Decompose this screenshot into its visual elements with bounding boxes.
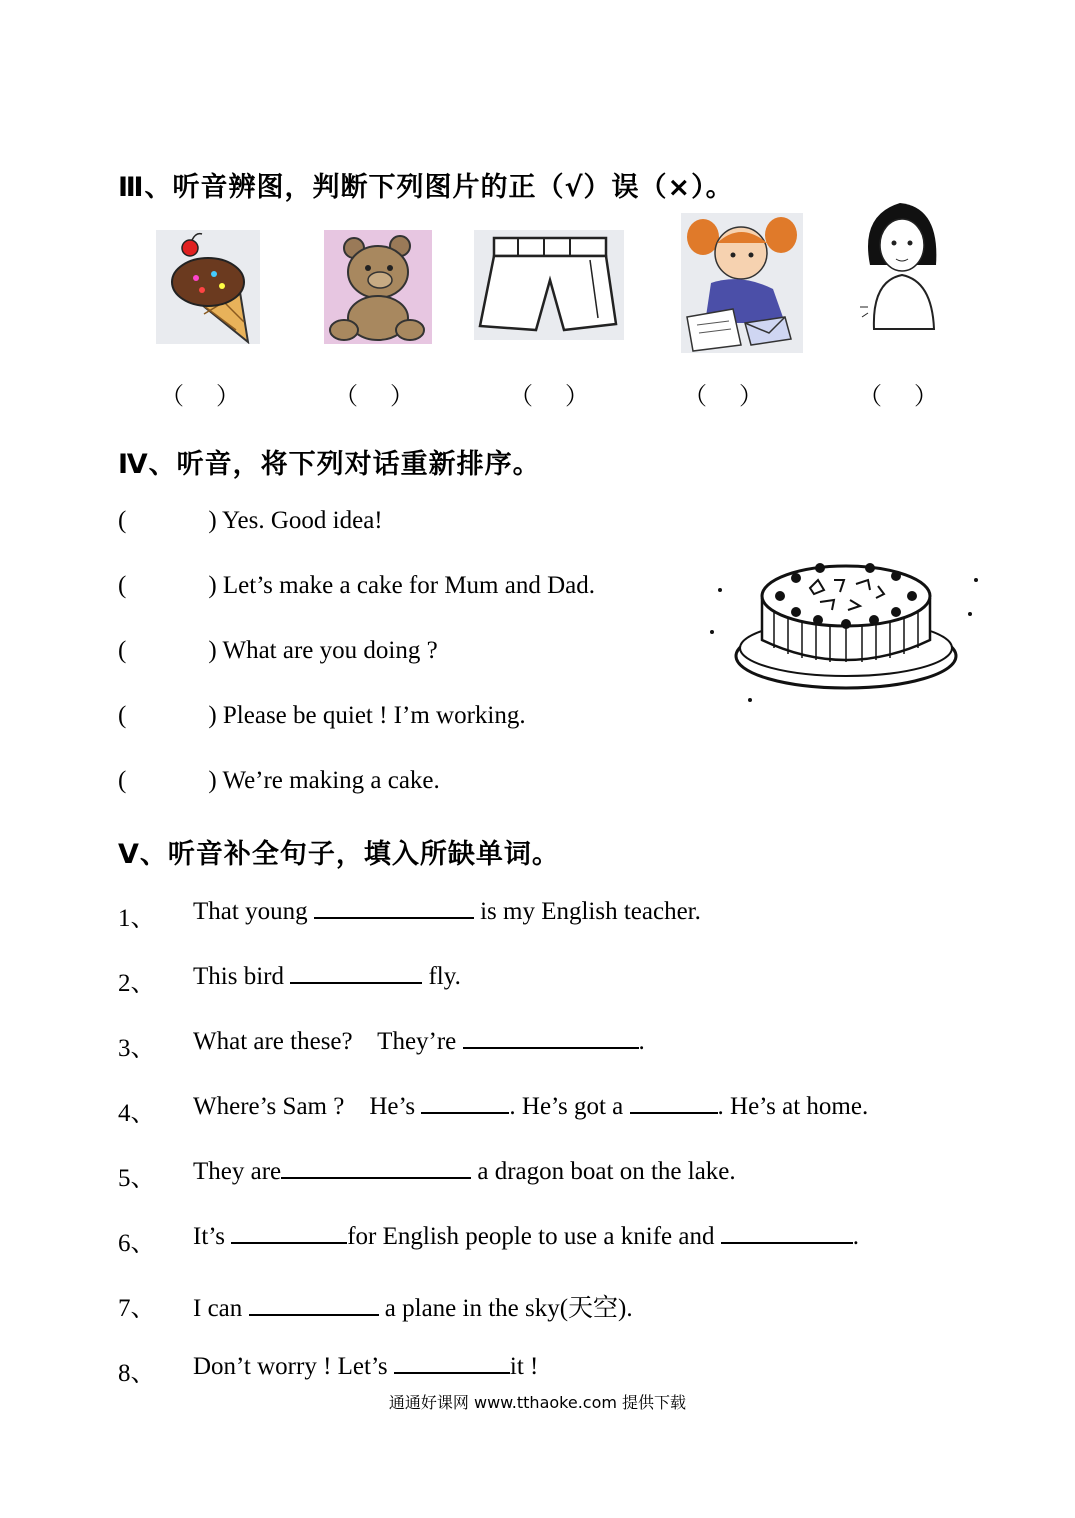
birthday-cake-picture [700, 540, 985, 710]
answer-paren-4[interactable]: （ ） [683, 384, 763, 410]
answer-paren-1[interactable]: （ ） [160, 384, 240, 410]
shorts-picture [474, 230, 624, 340]
section4-heading: Ⅳ、听音，将下列对话重新排序。 [118, 449, 541, 480]
question-number: 2、 [118, 970, 156, 997]
question-number: 8、 [118, 1360, 156, 1387]
section3-heading: Ⅲ、听音辨图，判断下列图片的正（√）误（×）。 [118, 172, 734, 203]
dialogue-line-3[interactable]: ( ) What are you doing ? [118, 637, 438, 664]
answer-paren-2[interactable]: （ ） [334, 384, 414, 410]
answer-blank[interactable] [231, 1224, 347, 1244]
dialogue-line-1[interactable]: ( ) Yes. Good idea! [118, 507, 383, 534]
section5-heading: Ⅴ、听音补全句子，填入所缺单词。 [118, 839, 560, 870]
answer-blank[interactable] [249, 1296, 379, 1316]
ice-cream-picture [156, 230, 260, 344]
answer-blank[interactable] [630, 1094, 718, 1114]
answer-blank[interactable] [290, 964, 422, 984]
girl-writing-letter-picture [681, 213, 803, 353]
answer-blank[interactable] [721, 1224, 853, 1244]
question-number: 1、 [118, 905, 156, 932]
dialogue-line-4[interactable]: ( ) Please be quiet ! I’m working. [118, 702, 526, 729]
answer-paren-3[interactable]: （ ） [509, 384, 589, 410]
teddy-bear-picture [324, 230, 432, 344]
dialogue-line-5[interactable]: ( ) We’re making a cake. [118, 767, 440, 794]
question-number: 7、 [118, 1295, 156, 1322]
dialogue-line-2[interactable]: ( ) Let’s make a cake for Mum and Dad. [118, 572, 595, 599]
question-number: 3、 [118, 1035, 156, 1062]
question-number: 6、 [118, 1230, 156, 1257]
answer-blank[interactable] [314, 899, 474, 919]
woman-picture [856, 195, 946, 335]
answer-blank[interactable] [421, 1094, 509, 1114]
answer-blank[interactable] [394, 1354, 510, 1374]
answer-blank[interactable] [281, 1159, 471, 1179]
question-number: 5、 [118, 1165, 156, 1192]
answer-blank[interactable] [463, 1029, 639, 1049]
page-footer: 通通好课网 www.tthaoke.com 提供下载 [388, 1393, 687, 1412]
answer-paren-5[interactable]: （ ） [858, 384, 938, 410]
question-number: 4、 [118, 1100, 156, 1127]
